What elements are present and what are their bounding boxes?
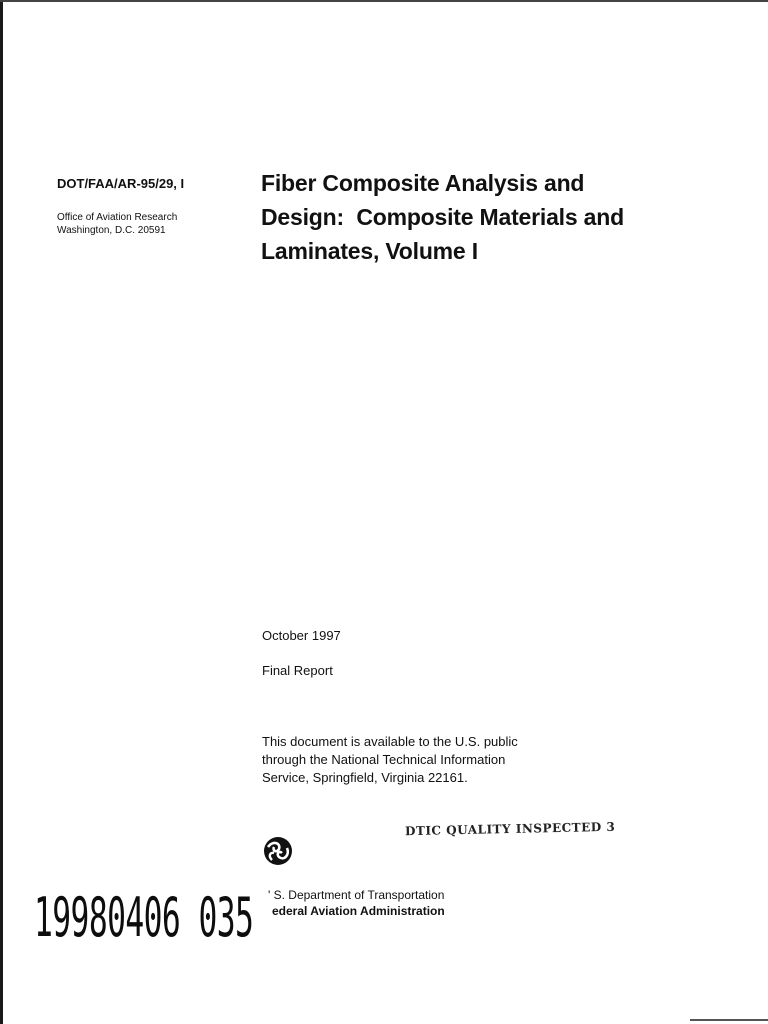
title-line-1: Fiber Composite Analysis and bbox=[261, 170, 585, 196]
dot-tri-wave-logo-icon bbox=[263, 836, 293, 866]
availability-line-2: through the National Technical Information bbox=[262, 752, 506, 767]
availability-statement bbox=[262, 733, 562, 787]
agency-name: ederal Aviation Administration bbox=[272, 904, 445, 918]
availability-line-3: Service, Springfield, Virginia 22161. bbox=[262, 770, 468, 785]
office-block bbox=[57, 211, 177, 237]
scan-edge-left bbox=[0, 0, 3, 1024]
report-type: Final Report bbox=[262, 663, 333, 678]
office-name: Office of Aviation Research bbox=[57, 212, 178, 223]
office-address: Washington, D.C. 20591 bbox=[57, 225, 166, 236]
scan-edge-top bbox=[0, 0, 768, 2]
accession-number: 19980406 035 bbox=[34, 886, 254, 949]
document-title bbox=[261, 166, 721, 268]
scan-edge-bottom bbox=[690, 1019, 768, 1021]
title-line-3: Laminates, Volume I bbox=[261, 238, 478, 264]
department-name: ' S. Department of Transportation bbox=[268, 888, 445, 902]
dtic-quality-stamp: DTIC QUALITY INSPECTED 3 bbox=[404, 819, 616, 839]
report-number: DOT/FAA/AR-95/29, I bbox=[57, 176, 185, 191]
availability-line-1: This document is available to the U.S. public bbox=[262, 734, 518, 749]
publication-date: October 1997 bbox=[262, 628, 341, 643]
title-line-2: Design: Composite Materials and bbox=[261, 204, 624, 230]
